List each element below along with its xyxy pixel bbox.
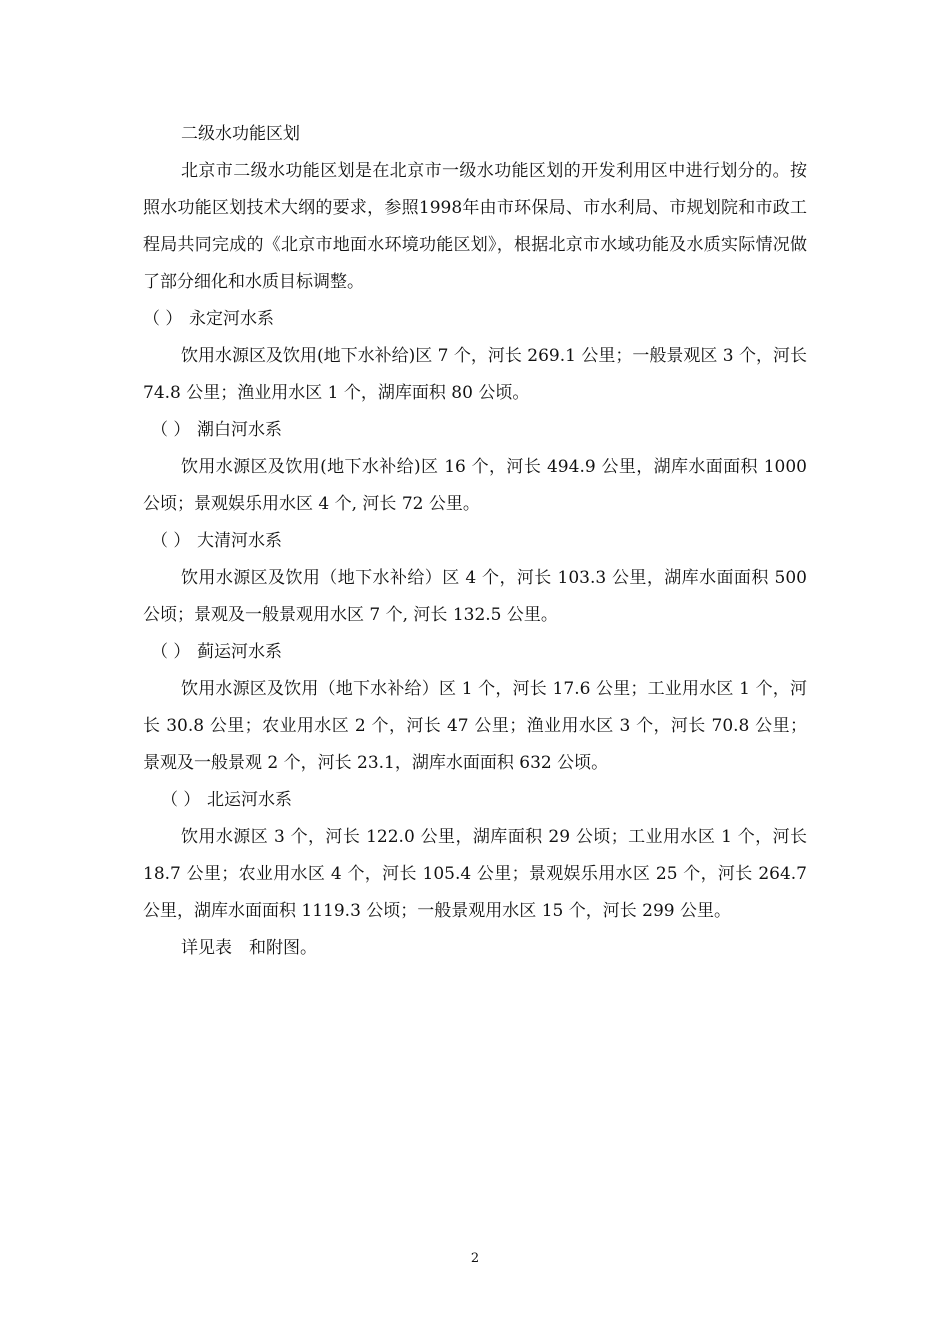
document-body <box>143 116 807 967</box>
system-name: 北运河水系 <box>207 790 292 810</box>
system-paragraph-daqing: 饮用水源区及饮用（地下水补给）区 4 个，河长 103.3 公里，湖库水面面积 500 公顷；景观及一般景观用水区 7 个, 河长 132.5 公里。 <box>143 568 807 625</box>
heading-paren: （ ） <box>151 642 191 662</box>
intro-paragraph: 北京市二级水功能区划是在北京市一级水功能区划的开发利用区中进行划分的。按照水功能区划技术大纲的要求，参照1998年由市环保局、市水利局、市规划院和市政工程局共同完成的《北京市地面水环境功能区划》，根据北京市水域功能及水质实际情况做了部分细化和水质目标调整。 <box>143 161 807 292</box>
system-heading-chaobai <box>143 412 807 449</box>
system-name: 潮白河水系 <box>197 420 282 440</box>
system-name: 大清河水系 <box>197 531 282 551</box>
heading-paren: （ ） <box>151 531 191 551</box>
heading-paren: （ ） <box>143 309 183 329</box>
system-heading-daqing <box>143 523 807 560</box>
system-heading-beiyun <box>143 782 807 819</box>
heading-paren: （ ） <box>151 420 191 440</box>
section-title: 二级水功能区划 <box>181 124 300 144</box>
system-paragraph-beiyun: 饮用水源区 3 个，河长 122.0 公里，湖库面积 29 公顷；工业用水区 1 个，河长 18.7 公里；农业用水区 4 个，河长 105.4 公里；景观娱乐用水区 25 个，河长 264.7 公里，湖库水面面积 1119.3 公顷；一般景观用水区 15 个，河长 299 公里。 <box>143 827 807 921</box>
system-paragraph-jiyun: 饮用水源区及饮用（地下水补给）区 1 个，河长 17.6 公里；工业用水区 1 个，河长 30.8 公里；农业用水区 2 个，河长 47 公里；渔业用水区 3 个，河长 70.8 公里；景观及一般景观 2 个，河长 23.1，湖库水面面积 632 公顷。 <box>143 679 807 773</box>
system-name: 蓟运河水系 <box>197 642 282 662</box>
closing-paragraph: 详见表 和附图。 <box>181 938 317 958</box>
system-paragraph-chaobai: 饮用水源区及饮用(地下水补给)区 16 个，河长 494.9 公里，湖库水面面积 1000 公顷；景观娱乐用水区 4 个, 河长 72 公里。 <box>143 457 807 514</box>
heading-paren: （ ） <box>161 790 201 810</box>
system-heading-jiyun <box>143 634 807 671</box>
system-paragraph-yongding: 饮用水源区及饮用(地下水补给)区 7 个，河长 269.1 公里；一般景观区 3 个，河长 74.8 公里；渔业用水区 1 个，湖库面积 80 公顷。 <box>143 346 807 403</box>
system-name: 永定河水系 <box>189 309 274 329</box>
system-heading-yongding <box>143 301 807 338</box>
page-number: 2 <box>470 1251 480 1266</box>
